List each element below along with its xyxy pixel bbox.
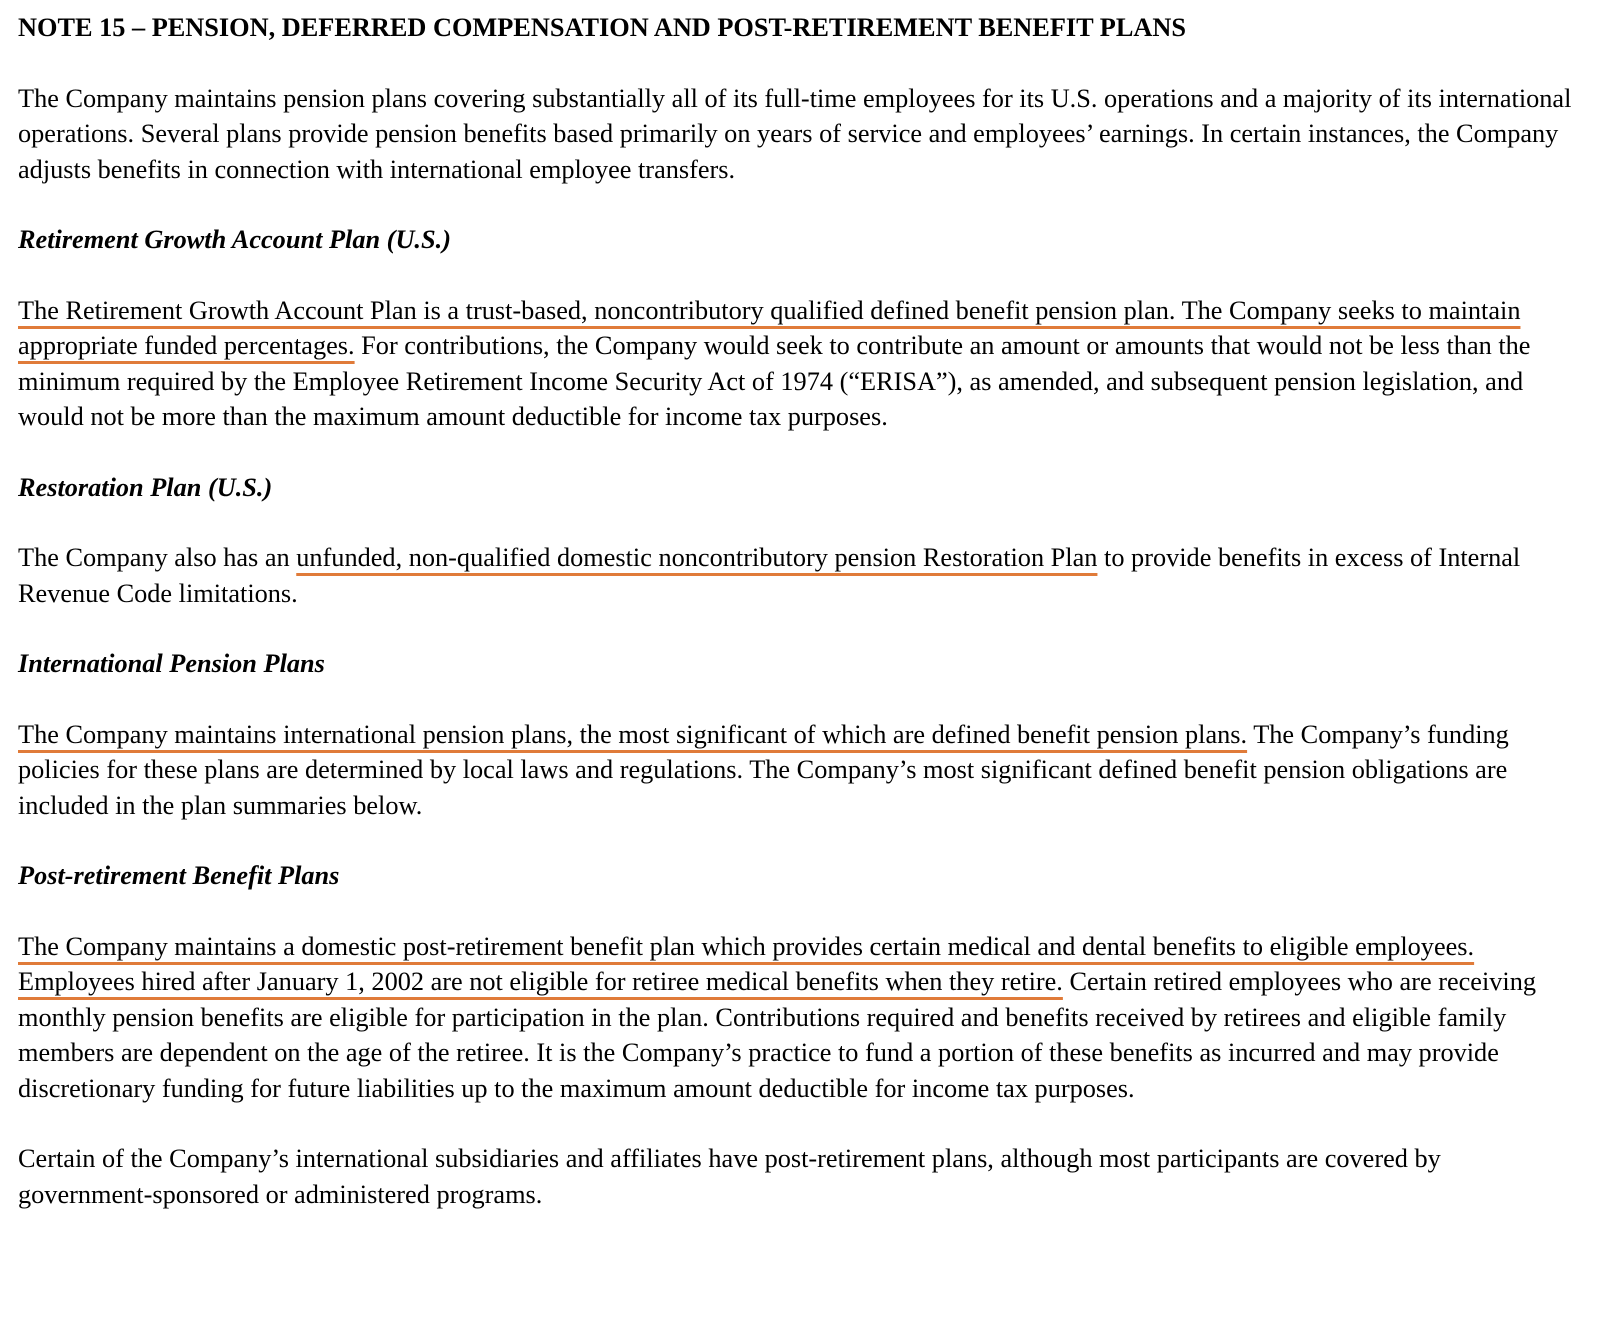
post-retirement-paragraph xyxy=(18,929,1578,1107)
post-retirement-text: Certain retired employees who are receiving monthly pension benefits are eligible for participation in the plan. Contributions required and benefits received by retirees and eligible family members are dependent on the age of the retiree. It is the Company’s practice to fund a portion of these benefits as incurred and may provide discretionary funding for future liabilities up to the maximum amount deductible for income tax purposes. xyxy=(18,967,1537,1103)
intro-paragraph: The Company maintains pension plans covering substantially all of its full-time employees for its U.S. operations and a majority of its international operations. Several plans provide pension benefits based primarily on years of service and employees’ earnings. In certain instances, the Company adjusts benefits in connection with international employee transfers. xyxy=(18,83,1572,184)
post-retirement-heading: Post-retirement Benefit Plans xyxy=(18,861,340,890)
closing-paragraph: Certain of the Company’s international subsidiaries and affiliates have post-retirement plans, although most participants are covered by government-sponsored or administered programs. xyxy=(18,1144,1441,1209)
document-page xyxy=(18,10,1578,1247)
rga-paragraph xyxy=(18,293,1578,435)
post-retirement-highlight-2: Employees hired after January 1, 2002 are not eligible for retiree medical benefits when they retire. xyxy=(18,967,1063,996)
rga-text: For contributions, the Company would seek to contribute an amount or amounts that would not be less than the minimum required by the Employee Retirement Income Security Act of 1974 (“ERISA”), as amended, and subsequent pension legislation, and would not be more than the maximum amount deductible for income tax purposes. xyxy=(18,331,1531,431)
restoration-paragraph xyxy=(18,540,1578,611)
restoration-text-pre: The Company also has an xyxy=(18,543,297,572)
rga-highlight: The Retirement Growth Account Plan is a trust-based, noncontributory qualified defined benefit pension plan. The Company seeks to maintain appropriate funded percentages. xyxy=(18,295,1521,360)
restoration-heading: Restoration Plan (U.S.) xyxy=(18,472,273,502)
international-text: The Company’s funding policies for these plans are determined by local laws and regulations. The Company’s most significant defined benefit pension obligations are included in the plan summaries below. xyxy=(18,719,1509,820)
restoration-text: to provide benefits in excess of Internal Revenue Code limitations. xyxy=(18,543,1521,608)
post-retirement-highlight-1: The Company maintains a domestic post-retirement benefit plan which provides certain medical and dental benefits to eligible employees. xyxy=(18,931,1475,961)
international-heading: International Pension Plans xyxy=(18,649,325,678)
international-highlight: The Company maintains international pension plans, the most significant of which are defined benefit pension plans. xyxy=(18,719,1248,749)
restoration-highlight: unfunded, non-qualified domestic noncontributory pension Restoration Plan xyxy=(296,543,1098,572)
note-title: NOTE 15 – PENSION, DEFERRED COMPENSATION AND POST-RETIREMENT BENEFIT PLANS xyxy=(18,13,1186,42)
international-paragraph xyxy=(18,717,1578,824)
rga-heading: Retirement Growth Account Plan (U.S.) xyxy=(18,225,451,254)
